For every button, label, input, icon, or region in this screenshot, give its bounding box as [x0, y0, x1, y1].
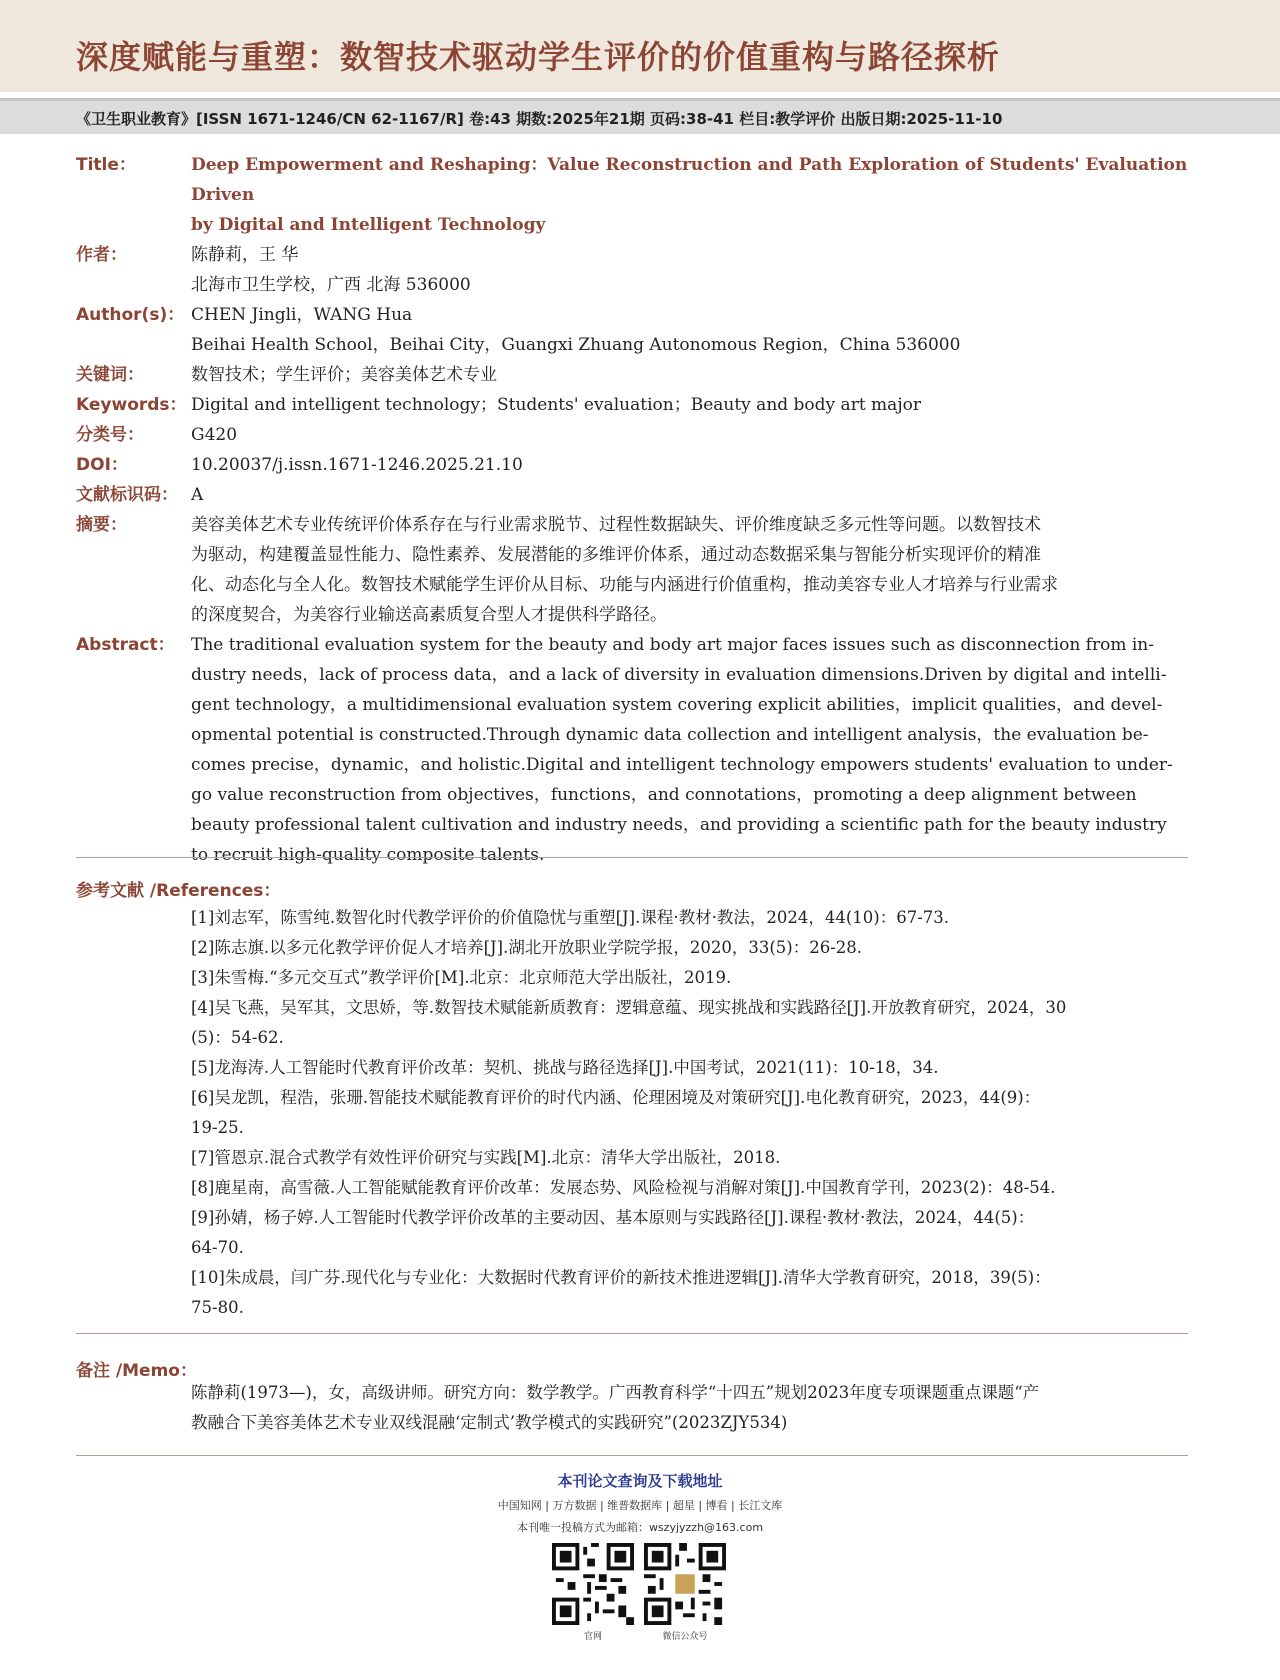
keywords-en-label: Keywords：	[76, 395, 187, 415]
abstract-en-line: gent technology，a multidimensional evaluation system covering explicit abilities，implicit qualities，and devel-	[191, 695, 1163, 715]
classification-value: G420	[191, 425, 238, 445]
page-title: 深度赋能与重塑：数智技术驱动学生评价的价值重构与路径探析	[76, 38, 1001, 76]
abstract-cn	[191, 510, 1196, 630]
reference-item: [7]管恩京.混合式教学有效性评价研究与实践[M].北京：清华大学出版社，2018.	[191, 1148, 781, 1167]
divider	[76, 1333, 1188, 1334]
affiliation-cn: 北海市卫生学校，广西 北海 536000	[191, 275, 471, 295]
abstract-cn-line: 化、动态化与全人化。数智技术赋能学生评价从目标、功能与内涵进行价值重构，推动美容专业人才培养与行业需求	[191, 575, 1058, 595]
keywords-en: Digital and intelligent technology；Students' evaluation；Beauty and body art major	[191, 395, 921, 415]
abstract-cn-line: 美容美体艺术专业传统评价体系存在与行业需求脱节、过程性数据缺失、评价维度缺乏多元性等问题。以数智技术	[191, 515, 1041, 535]
abstract-en-line: dustry needs，lack of process data，and a lack of diversity in evaluation dimensions.Driven by digital and intelli-	[191, 665, 1167, 685]
doi-value[interactable]: 10.20037/j.issn.1671-1246.2025.21.10	[191, 455, 523, 475]
reference-item: [1]刘志军，陈雪纯.数智化时代教学评价的价值隐忧与重塑[J].课程·教材·教法，2024，44(10)：67-73.	[191, 908, 950, 927]
english-title-line: Deep Empowerment and Reshaping：Value Reconstruction and Path Exploration of Students' Evaluation Driven	[191, 155, 1188, 205]
abstract-cn-label: 摘要：	[76, 515, 127, 535]
abstract-en-line: The traditional evaluation system for the beauty and body art major faces issues such as disconnection from in-	[191, 635, 1154, 655]
author-en-label: Author(s)：	[76, 305, 185, 325]
footer	[0, 1470, 1280, 1535]
database-list[interactable]: 中国知网 | 万方数据 | 维普数据库 | 超星 | 博看 | 长江文库	[497, 1499, 783, 1512]
reference-item: [9]孙婧，杨子婷.人工智能时代教学评价改革的主要动因、基本原则与实践路径[J].课程·教材·教法，2024，44(5)： 64-70.	[191, 1208, 1035, 1257]
reference-item: [4]吴飞燕，吴军其，文思娇，等.数智技术赋能新质教育：逻辑意蕴、现实挑战和实践路径[J].开放教育研究，2024，30 (5)：54-62.	[191, 998, 1067, 1047]
memo-line: 陈静莉(1973—)，女，高级讲师。研究方向：数学教学。广西教育科学“十四五”规划2023年度专项课题重点课题“产	[191, 1383, 1040, 1402]
reference-item: [3]朱雪梅.“多元交互式”教学评价[M].北京：北京师范大学出版社，2019.	[191, 968, 732, 987]
author-cn-row	[76, 240, 1196, 300]
title-row	[76, 150, 1196, 240]
keywords-cn: 数智技术；学生评价；美容美体艺术专业	[191, 365, 497, 385]
title-banner	[0, 0, 1280, 92]
english-title	[191, 150, 1196, 240]
memo-line: 教融合下美容美体艺术专业双线混融‘定制式’教学模式的实践研究”(2023ZJY534)	[191, 1413, 788, 1432]
doi-row	[76, 450, 1196, 480]
title-label: Title：	[76, 155, 136, 175]
qr-code-wechat[interactable]	[644, 1543, 726, 1642]
keywords-en-row	[76, 390, 1196, 420]
qr-code-icon	[552, 1543, 634, 1625]
reference-item: [8]鹿星南，高雪薇.人工智能赋能教育评价改革：发展态势、风险检视与消解对策[J].中国教育学刊，2023(2)：48-54.	[191, 1178, 1056, 1197]
keywords-cn-row	[76, 360, 1196, 390]
abstract-en-line: opmental potential is constructed.Through dynamic data collection and intelligent analysis，the evaluation be-	[191, 725, 1149, 745]
reference-item: [6]吴龙凯，程浩，张珊.智能技术赋能教育评价的时代内涵、伦理困境及对策研究[J].电化教育研究，2023，44(9)： 19-25.	[191, 1088, 1041, 1137]
document-code-label: 文献标识码：	[76, 485, 178, 505]
english-title-line: by Digital and Intelligent Technology	[191, 215, 546, 235]
reference-item: [5]龙海涛.人工智能时代教育评价改革：契机、挑战与路径选择[J].中国考试，2021(11)：10-18，34.	[191, 1058, 939, 1077]
qr-code-website[interactable]	[552, 1543, 634, 1642]
divider	[76, 857, 1188, 858]
affiliation-en: Beihai Health School，Beihai City，Guangxi Zhuang Autonomous Region，China 536000	[191, 335, 961, 355]
abstract-en-line: comes precise，dynamic，and holistic.Digital and intelligent technology empowers students' evaluation to under-	[191, 755, 1173, 775]
article-metadata	[76, 150, 1196, 870]
abstract-cn-line: 的深度契合，为美容行业输送高素质复合型人才提供科学路径。	[191, 605, 667, 625]
qr-caption-website: 官网	[583, 1632, 602, 1642]
document-code-row	[76, 480, 1196, 510]
abstract-en-row	[76, 630, 1196, 870]
qr-code-icon	[644, 1543, 726, 1625]
keywords-cn-label: 关键词：	[76, 365, 144, 385]
abstract-en-line: to recruit high-quality composite talents.	[191, 845, 545, 865]
abstract-en-label: Abstract：	[76, 635, 175, 655]
author-en: CHEN Jingli，WANG Hua	[191, 305, 413, 325]
references-heading: 参考文献 /References：	[76, 881, 281, 901]
abstract-cn-line: 为驱动，构建覆盖显性能力、隐性素养、发展潜能的多维评价体系，通过动态数据采集与智能分析实现评价的精准	[191, 545, 1041, 565]
journal-info-bar: 《卫生职业教育》[ISSN 1671-1246/CN 62-1167/R] 卷:43 期数:2025年21期 页码:38-41 栏目:教学评价 出版日期:2025-11-10	[0, 98, 1280, 134]
author-cn-label: 作者：	[76, 245, 127, 265]
reference-item: [10]朱成晨，闫广芬.现代化与专业化：大数据时代教育评价的新技术推进逻辑[J].清华大学教育研究，2018，39(5)： 75-80.	[191, 1268, 1051, 1317]
divider	[76, 1455, 1188, 1456]
reference-list	[191, 903, 1191, 1323]
doi-label: DOI：	[76, 455, 128, 475]
abstract-en	[191, 630, 1196, 870]
classification-label: 分类号：	[76, 425, 144, 445]
qr-caption-wechat: 微信公众号	[662, 1632, 708, 1642]
classification-row	[76, 420, 1196, 450]
abstract-en-line: beauty professional talent cultivation and industry needs，and providing a scientific path for the beauty industry	[191, 815, 1167, 835]
memo-text	[191, 1378, 1191, 1438]
abstract-cn-row	[76, 510, 1196, 630]
reference-item: [2]陈志旗.以多元化教学评价促人才培养[J].湖北开放职业学院学报，2020，33(5)：26-28.	[191, 938, 863, 957]
submission-email[interactable]: 本刊唯一投稿方式为邮箱：wszyjyzzh@163.com	[516, 1521, 764, 1534]
document-code-value: A	[191, 485, 204, 505]
memo-heading: 备注 /Memo：	[76, 1361, 197, 1381]
author-cn: 陈静莉，王 华	[191, 245, 299, 265]
abstract-en-line: go value reconstruction from objectives，functions，and connotations，promoting a deep alignment between	[191, 785, 1137, 805]
author-en-row	[76, 300, 1196, 360]
footer-heading: 本刊论文查询及下载地址	[557, 1472, 723, 1490]
